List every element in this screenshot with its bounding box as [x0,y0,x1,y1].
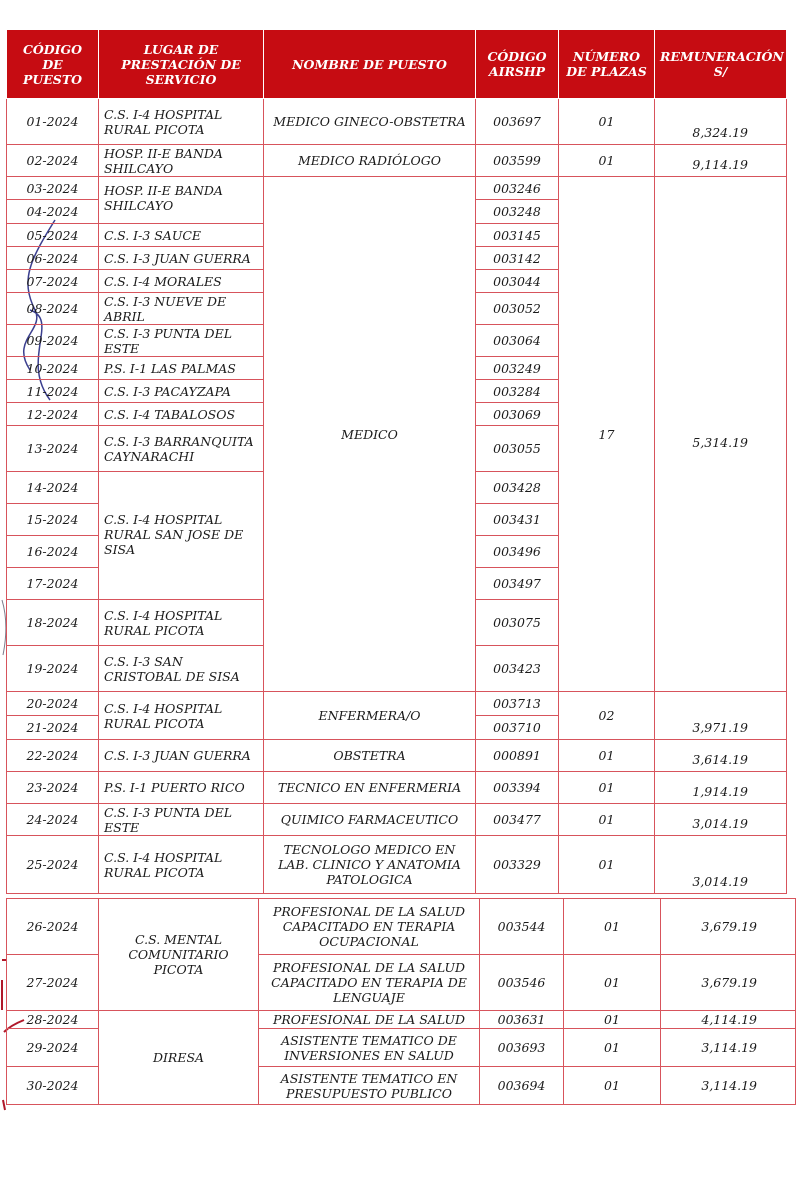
codigo-cell: 19-2024 [7,646,99,692]
airshp-cell: 003248 [476,200,559,224]
codigo-cell: 16-2024 [7,536,99,568]
airshp-cell: 003052 [476,293,559,325]
codigo-cell: 26-2024 [7,899,99,955]
remuneracion-cell-medico: 5,314.19 [655,177,787,692]
codigo-cell: 11-2024 [7,380,99,403]
table-row [7,804,787,836]
plazas-cell: 01 [559,772,655,804]
airshp-cell: 003713 [476,692,559,716]
airshp-cell: 003394 [476,772,559,804]
plazas-cell: 01 [559,145,655,177]
codigo-cell: 20-2024 [7,692,99,716]
airshp-cell: 003694 [480,1067,564,1105]
nombre-cell: QUIMICO FARMACEUTICO [264,804,476,836]
lugar-cell: C.S. I-3 PUNTA DEL ESTE [99,804,264,836]
codigo-cell: 24-2024 [7,804,99,836]
nombre-cell: OBSTETRA [264,740,476,772]
codigo-cell: 17-2024 [7,568,99,600]
remuneracion-cell: 8,324.19 [655,99,787,145]
airshp-cell: 003246 [476,177,559,200]
table-row [7,692,787,716]
airshp-cell: 000891 [476,740,559,772]
airshp-cell: 003496 [476,536,559,568]
header-nombre: NOMBRE DE PUESTO [264,30,476,99]
lugar-cell: C.S. I-4 HOSPITAL RURAL PICOTA [99,692,264,740]
airshp-cell: 003631 [480,1011,564,1029]
remuneracion-cell: 3,114.19 [661,1029,796,1067]
lugar-cell: C.S. I-3 SAN CRISTOBAL DE SISA [99,646,264,692]
codigo-cell: 27-2024 [7,955,99,1011]
lugar-cell: C.S. I-3 JUAN GUERRA [99,740,264,772]
plazas-cell: 01 [564,1029,661,1067]
airshp-cell: 003145 [476,224,559,247]
airshp-cell: 003428 [476,472,559,504]
header-lugar: LUGAR DE PRESTACIÓN DE SERVICIO [99,30,264,99]
airshp-cell: 003249 [476,357,559,380]
codigo-cell: 13-2024 [7,426,99,472]
remuneracion-cell: 3,614.19 [655,740,787,772]
remuneracion-cell: 3,679.19 [661,899,796,955]
nombre-cell: PROFESIONAL DE LA SALUD CAPACITADO EN TERAPIA DE LENGUAJE [259,955,480,1011]
plazas-cell: 01 [564,1011,661,1029]
plazas-cell: 02 [559,692,655,740]
airshp-cell: 003329 [476,836,559,894]
nombre-cell: PROFESIONAL DE LA SALUD [259,1011,480,1029]
lugar-cell: C.S. MENTAL COMUNITARIO PICOTA [99,899,259,1011]
remuneracion-cell: 4,114.19 [661,1011,796,1029]
plazas-cell-medico: 17 [559,177,655,692]
remuneracion-cell: 3,014.19 [655,836,787,894]
codigo-cell: 30-2024 [7,1067,99,1105]
codigo-cell: 29-2024 [7,1029,99,1067]
lugar-cell: C.S. I-4 MORALES [99,270,264,293]
header-airshp: CÓDIGO AIRSHP [476,30,559,99]
lugar-cell: P.S. I-1 PUERTO RICO [99,772,264,804]
nombre-cell: ASISTENTE TEMATICO DE INVERSIONES EN SALUD [259,1029,480,1067]
nombre-cell: MEDICO GINECO-OBSTETRA [264,99,476,145]
lugar-cell: C.S. I-3 JUAN GUERRA [99,247,264,270]
airshp-cell: 003055 [476,426,559,472]
nombre-cell: ENFERMERA/O [264,692,476,740]
plazas-cell: 01 [559,99,655,145]
lugar-cell: C.S. I-3 PACAYZAPA [99,380,264,403]
positions-table [6,29,787,894]
lugar-cell: C.S. I-4 HOSPITAL RURAL PICOTA [99,99,264,145]
nombre-cell: PROFESIONAL DE LA SALUD CAPACITADO EN TERAPIA OCUPACIONAL [259,899,480,955]
airshp-cell: 003710 [476,716,559,740]
airshp-cell: 003697 [476,99,559,145]
airshp-cell: 003044 [476,270,559,293]
plazas-cell: 01 [559,740,655,772]
lugar-cell: P.S. I-1 LAS PALMAS [99,357,264,380]
nombre-cell: TECNOLOGO MEDICO EN LAB. CLINICO Y ANATOMIA PATOLOGICA [264,836,476,894]
codigo-cell: 05-2024 [7,224,99,247]
airshp-cell: 003546 [480,955,564,1011]
positions-table-continued [6,898,796,1105]
lugar-cell: C.S. I-4 HOSPITAL RURAL PICOTA [99,836,264,894]
lugar-cell: HOSP. II-E BANDA SHILCAYO [99,145,264,177]
codigo-cell: 23-2024 [7,772,99,804]
codigo-cell: 01-2024 [7,99,99,145]
nombre-cell-medico: MEDICO [264,177,476,692]
table-row [7,145,787,177]
remuneracion-cell: 3,971.19 [655,692,787,740]
remuneracion-cell: 3,679.19 [661,955,796,1011]
nombre-cell: ASISTENTE TEMATICO EN PRESUPUESTO PUBLICO [259,1067,480,1105]
codigo-cell: 02-2024 [7,145,99,177]
codigo-cell: 09-2024 [7,325,99,357]
table-header-row [7,30,787,99]
codigo-cell: 18-2024 [7,600,99,646]
airshp-cell: 003599 [476,145,559,177]
airshp-cell: 003431 [476,504,559,536]
airshp-cell: 003693 [480,1029,564,1067]
header-codigo: CÓDIGO DE PUESTO [7,30,99,99]
remuneracion-cell: 9,114.19 [655,145,787,177]
codigo-cell: 08-2024 [7,293,99,325]
codigo-cell: 06-2024 [7,247,99,270]
remuneracion-cell: 3,014.19 [655,804,787,836]
lugar-cell: C.S. I-3 PUNTA DEL ESTE [99,325,264,357]
airshp-cell: 003544 [480,899,564,955]
remuneracion-cell: 3,114.19 [661,1067,796,1105]
codigo-cell: 14-2024 [7,472,99,504]
plazas-cell: 01 [564,1067,661,1105]
airshp-cell: 003284 [476,380,559,403]
table-row [7,899,796,955]
header-remuneracion: REMUNERACIÓN S/ [655,30,787,99]
codigo-cell: 10-2024 [7,357,99,380]
table-row [7,772,787,804]
airshp-cell: 003064 [476,325,559,357]
lugar-cell: C.S. I-3 NUEVE DE ABRIL [99,293,264,325]
lugar-cell: C.S. I-4 TABALOSOS [99,403,264,426]
airshp-cell: 003069 [476,403,559,426]
airshp-cell: 003075 [476,600,559,646]
table-row [7,99,787,145]
lugar-cell: C.S. I-3 BARRANQUITA CAYNARACHI [99,426,264,472]
lugar-cell: DIRESA [99,1011,259,1105]
table-row [7,836,787,894]
codigo-cell: 21-2024 [7,716,99,740]
lugar-cell: C.S. I-4 HOSPITAL RURAL SAN JOSE DE SISA [99,472,264,600]
table-row [7,740,787,772]
airshp-cell: 003497 [476,568,559,600]
codigo-cell: 07-2024 [7,270,99,293]
lugar-cell: C.S. I-4 HOSPITAL RURAL PICOTA [99,600,264,646]
codigo-cell: 25-2024 [7,836,99,894]
plazas-cell: 01 [564,955,661,1011]
codigo-cell: 22-2024 [7,740,99,772]
codigo-cell: 03-2024 [7,177,99,200]
airshp-cell: 003477 [476,804,559,836]
header-plazas: NÚMERO DE PLAZAS [559,30,655,99]
plazas-cell: 01 [564,899,661,955]
codigo-cell: 04-2024 [7,200,99,224]
plazas-cell: 01 [559,804,655,836]
table-row [7,177,787,200]
lugar-cell: HOSP. II-E BANDA SHILCAYO [99,177,264,224]
codigo-cell: 12-2024 [7,403,99,426]
codigo-cell: 28-2024 [7,1011,99,1029]
remuneracion-cell: 1,914.19 [655,772,787,804]
plazas-cell: 01 [559,836,655,894]
nombre-cell: TECNICO EN ENFERMERIA [264,772,476,804]
airshp-cell: 003423 [476,646,559,692]
nombre-cell: MEDICO RADIÓLOGO [264,145,476,177]
airshp-cell: 003142 [476,247,559,270]
codigo-cell: 15-2024 [7,504,99,536]
lugar-cell: C.S. I-3 SAUCE [99,224,264,247]
table-row [7,1011,796,1029]
